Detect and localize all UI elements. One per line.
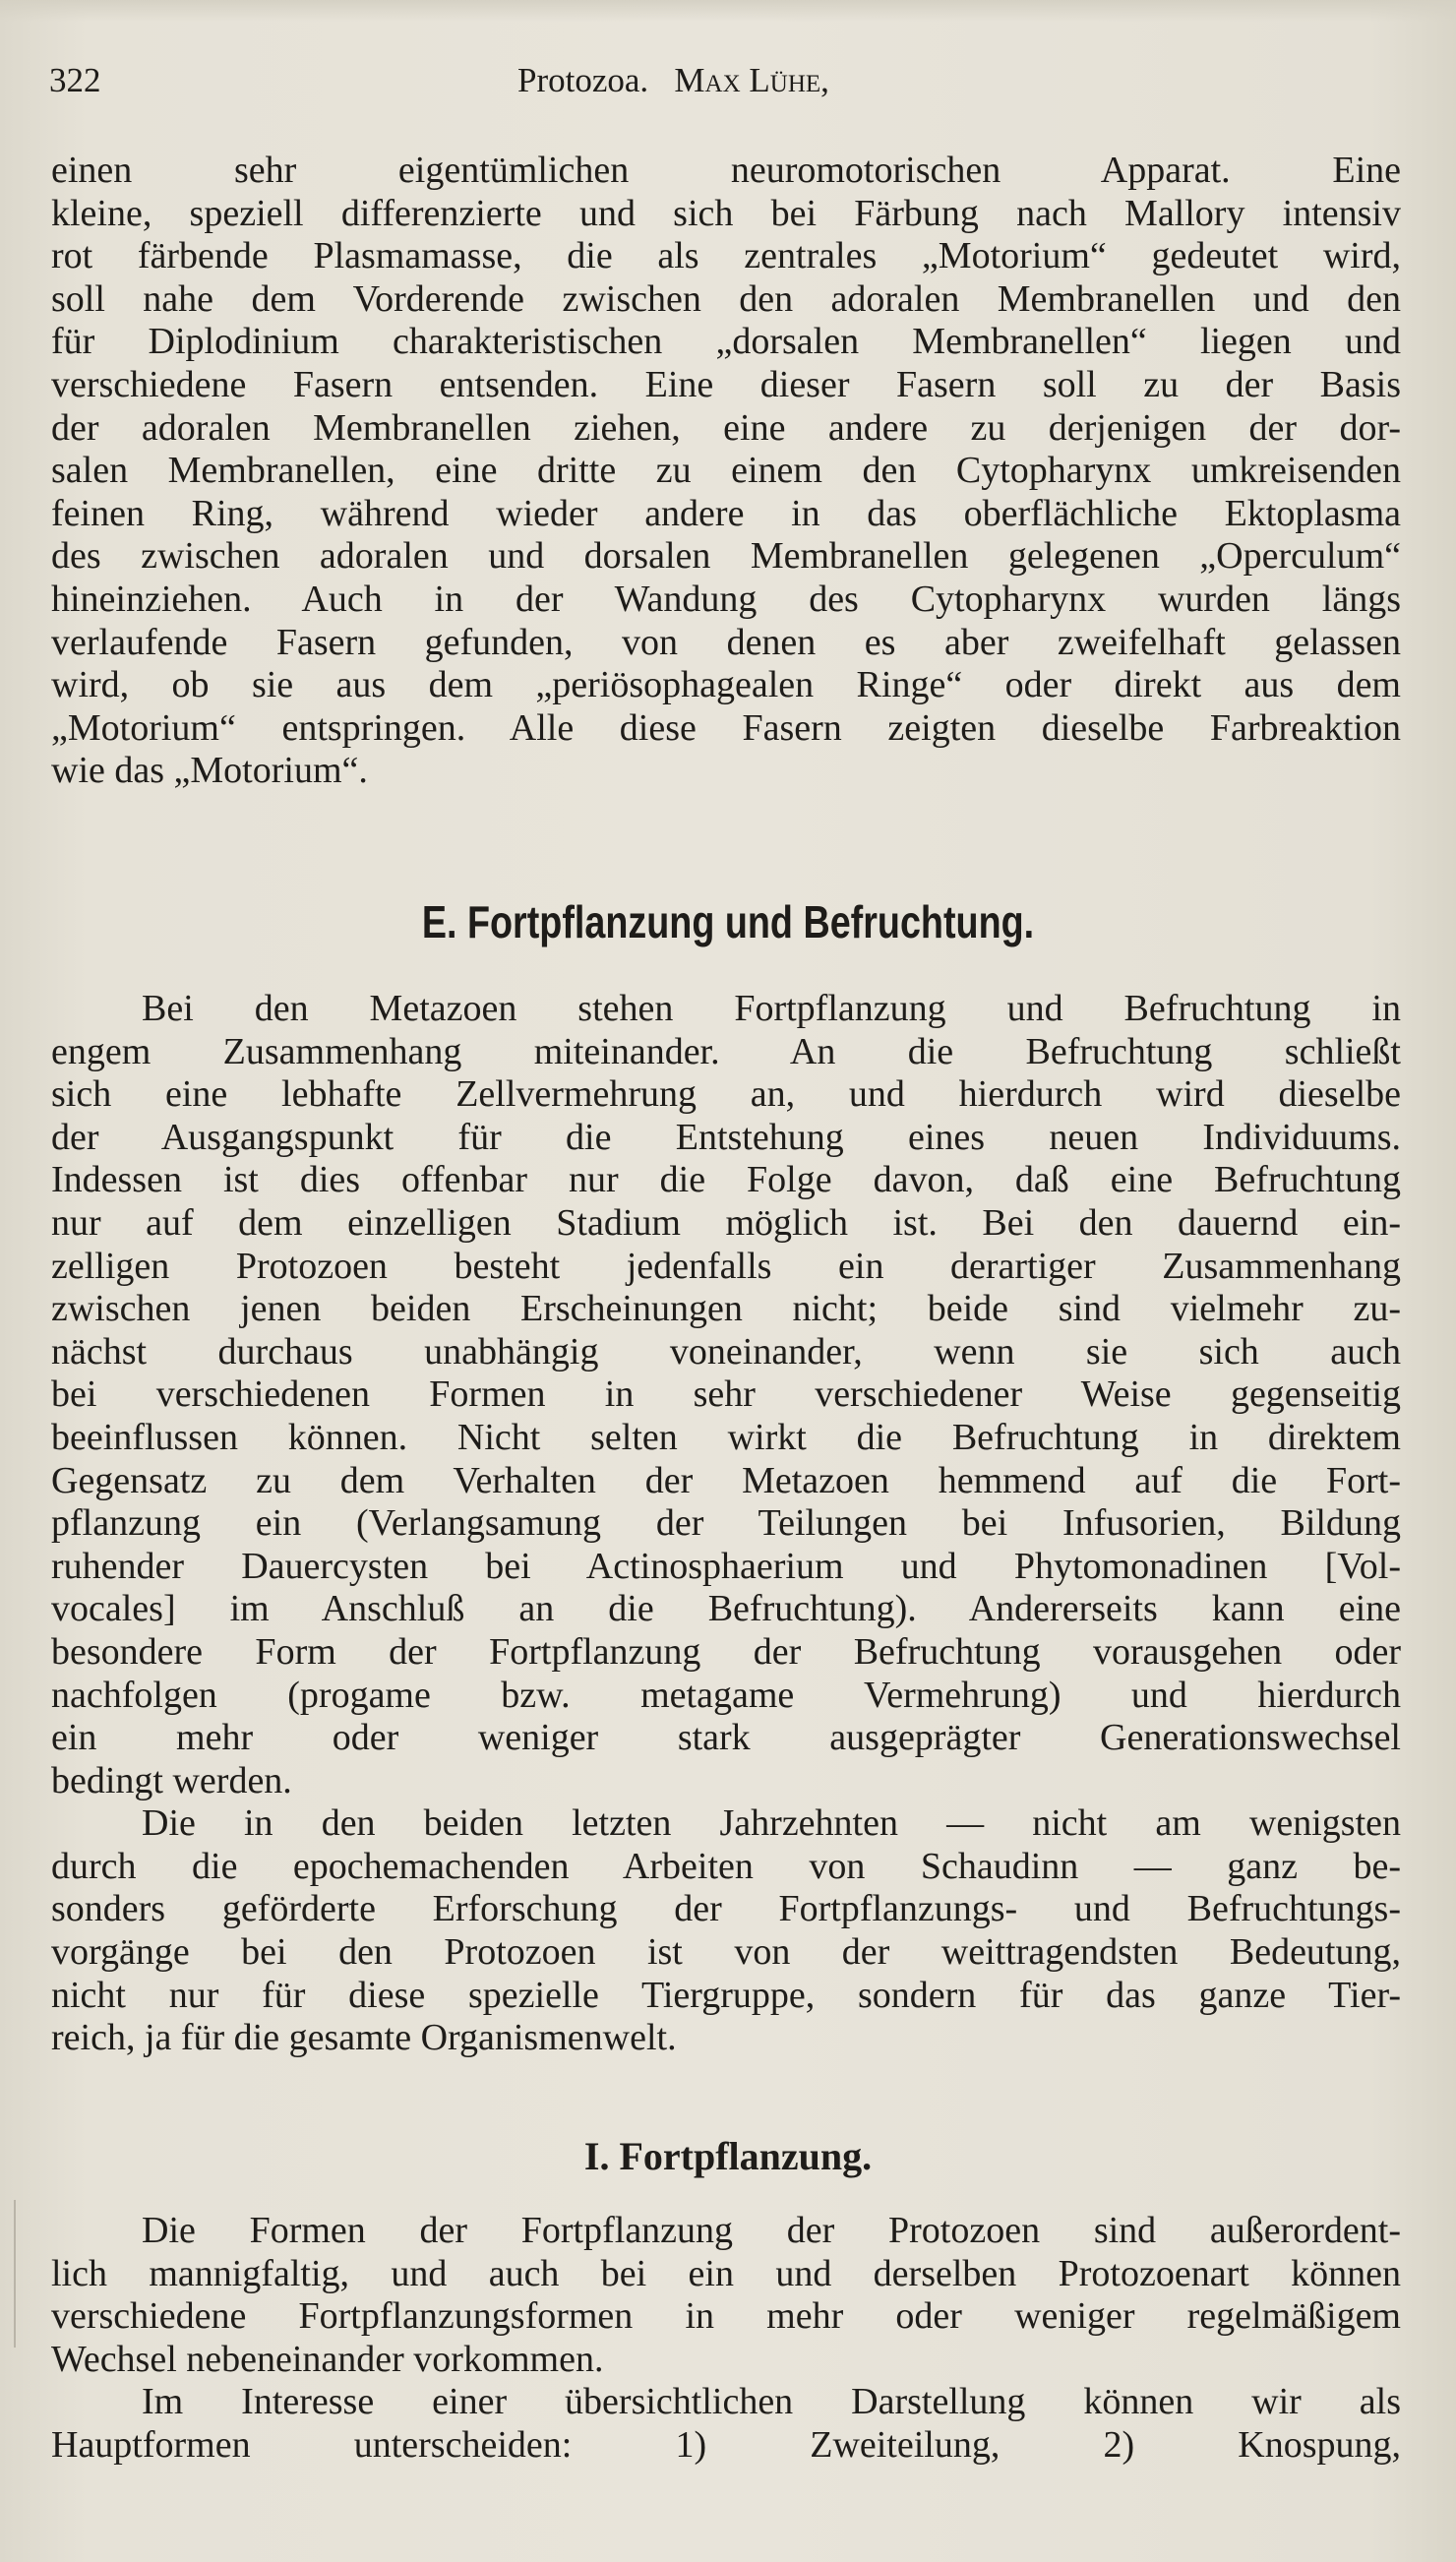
text-line: engem Zusammenhang miteinander. An die Befruchtung schließt [51,1030,1401,1072]
text-line: nur auf dem einzelligen Stadium möglich ist. Bei den dauernd ein- [51,1201,1401,1244]
text-line: soll nahe dem Vorderende zwischen den adoralen Membranellen und den [51,277,1401,320]
paragraph-fortpflanzung-intro [51,988,1401,2060]
margin-pencil-mark [14,2200,16,2348]
text-line: reich, ja für die gesamte Organismenwelt. [51,2017,677,2059]
text-line: verschiedene Fasern entsenden. Eine dieser Fasern soll zu der Basis [51,363,1401,405]
text-line: vocales] im Anschluß an die Befruchtung). Andererseits kann eine [51,1588,1401,1630]
text-line: „Motorium“ entspringen. Alle diese Fasern zeigten dieselbe Farbreaktion [51,706,1401,749]
text-line: für Diplodinium charakteristischen „dorsalen Membranellen“ liegen und [51,321,1401,363]
subsection-heading-fortpflanzung: I. Fortpflanzung. [583,2134,873,2178]
text-line: beeinflussen können. Nicht selten wirkt die Befruchtung in direktem [51,1416,1401,1458]
paragraph-neuromotor-apparatus [51,150,1401,793]
text-line: Indessen ist dies offenbar nur die Folge davon, daß eine Befruchtung [51,1159,1401,1201]
text-line: sonders geförderte Erforschung der Fortpflanzungs- und Befruchtungs- [51,1888,1401,1930]
text-line: Im Interesse einer übersichtlichen Darstellung können wir als [142,2381,1401,2423]
paragraph-fortpflanzung-formen [51,2210,1401,2468]
text-line: Die Formen der Fortpflanzung der Protozoen sind außerordent- [142,2210,1401,2251]
running-head [517,61,829,100]
text-line: nachfolgen (progame bzw. metagame Vermehrung) und hierdurch [51,1674,1401,1716]
text-line: bedingt werden. [51,1759,292,1801]
running-head-title: Protozoa. [517,61,649,99]
section-heading-fortpflanzung-befruchtung: E. Fortpflanzung und Befruchtung. [421,896,1035,947]
text-line: Gegensatz zu dem Verhalten der Metazoen hemmend auf die Fort- [51,1459,1401,1501]
text-line: nächst durchaus unabhängig voneinander, wenn sie sich auch [51,1330,1401,1372]
text-line: zwischen jenen beiden Erscheinungen nicht; beide sind vielmehr zu- [51,1288,1401,1330]
text-line: der Ausgangspunkt für die Entstehung eines neuen Individuums. [51,1116,1401,1158]
text-line: ein mehr oder weniger stark ausgeprägter Generationswechsel [51,1717,1401,1759]
text-line: bei verschiedenen Formen in sehr verschiedener Weise gegenseitig [51,1373,1401,1416]
text-line: salen Membranellen, eine dritte zu einem den Cytopharynx umkreisenden [51,450,1401,492]
text-line: einen sehr eigentümlichen neuromotorischen Apparat. Eine [51,150,1401,191]
text-line: lich mannigfaltig, und auch bei ein und derselben Protozoenart können [51,2252,1401,2294]
text-line: verschiedene Fortpflanzungsformen in mehr oder weniger regelmäßigem [51,2295,1401,2338]
text-line: feinen Ring, während wieder andere in das oberflächliche Ektoplasma [51,492,1401,534]
page-header [49,61,1407,120]
text-line: Bei den Metazoen stehen Fortpflanzung und Befruchtung in [142,988,1401,1029]
text-line: der adoralen Membranellen ziehen, eine andere zu derjenigen der dor- [51,406,1401,449]
text-line: Die in den beiden letzten Jahrzehnten — nicht am wenigsten [142,1802,1401,1845]
text-line: wird, ob sie aus dem „periösophagealen Ringe“ oder direkt aus dem [51,664,1401,706]
text-line: kleine, speziell differenzierte und sich bei Färbung nach Mallory intensiv [51,192,1401,234]
page-number: 322 [49,61,101,99]
text-line: zelligen Protozoen besteht jedenfalls ein derartiger Zusammenhang [51,1245,1401,1287]
text-line: Hauptformen unterscheiden: 1) Zweiteilung, 2) Knospung, [51,2423,1401,2466]
text-line: pflanzung ein (Verlangsamung der Teilungen bei Infusorien, Bildung [51,1502,1401,1545]
text-line: hineinziehen. Auch in der Wandung des Cytopharynx wurden längs [51,578,1401,620]
page-top-shadow [0,0,1456,22]
text-line: wie das „Motorium“. [51,750,368,792]
text-line: vorgänge bei den Protozoen ist von der weittragendsten Bedeutung, [51,1931,1401,1974]
text-line: ruhender Dauercysten bei Actinosphaerium und Phytomonadinen [Vol- [51,1545,1401,1587]
running-head-author: Max Lühe, [674,61,829,99]
text-line: rot färbende Plasmamasse, die als zentrales „Motorium“ gedeutet wird, [51,235,1401,277]
text-line: Wechsel nebeneinander vorkommen. [51,2338,604,2380]
text-line: besondere Form der Fortpflanzung der Befruchtung vorausgehen oder [51,1630,1401,1673]
text-line: durch die epochemachenden Arbeiten von Schaudinn — ganz be- [51,1845,1401,1887]
text-line: sich eine lebhafte Zellvermehrung an, und hierdurch wird dieselbe [51,1073,1401,1116]
text-line: verlaufende Fasern gefunden, von denen es aber zweifelhaft gelassen [51,621,1401,663]
text-line: nicht nur für diese spezielle Tiergruppe, sondern für das ganze Tier- [51,1974,1401,2016]
text-line: des zwischen adoralen und dorsalen Membranellen gelegenen „Operculum“ [51,535,1401,578]
